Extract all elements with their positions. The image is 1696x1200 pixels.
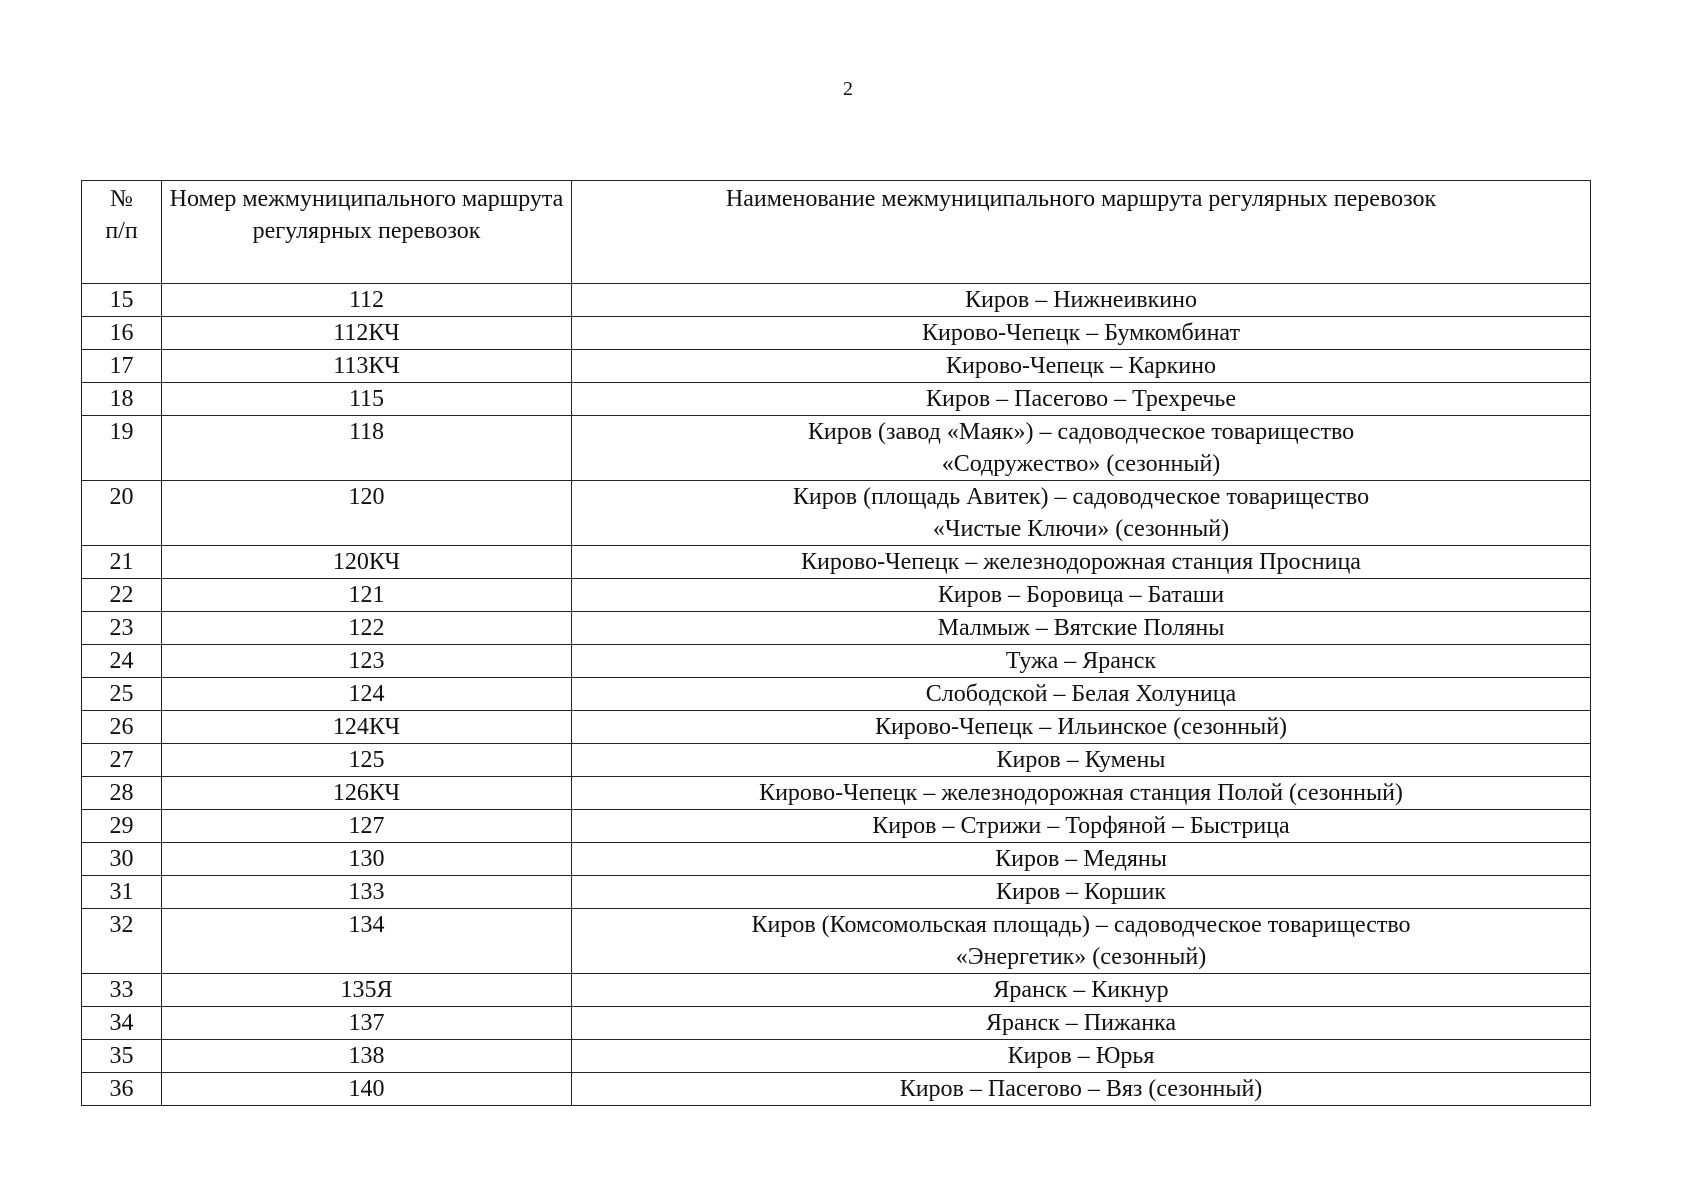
row-number-cell: 30 — [82, 843, 162, 876]
table-row — [82, 284, 1591, 317]
table-row — [82, 481, 1591, 546]
header-route-name-label: Наименование межмуниципального маршрута регулярных перевозок — [725, 186, 1437, 212]
table-row — [82, 810, 1591, 843]
row-number-cell: 29 — [82, 810, 162, 843]
row-number-cell: 19 — [82, 416, 162, 481]
route-name-cell: Киров – Пасегово – Трехречье — [572, 383, 1591, 416]
route-number-cell: 124КЧ — [162, 711, 572, 744]
table-row — [82, 416, 1591, 481]
header-route-name — [572, 181, 1591, 284]
route-name-cell: Яранск – Пижанка — [572, 1007, 1591, 1040]
table-row — [82, 1040, 1591, 1073]
route-number-cell: 135Я — [162, 974, 572, 1007]
route-number-cell: 120 — [162, 481, 572, 546]
routes-table — [81, 180, 1591, 1106]
route-number-cell: 134 — [162, 909, 572, 974]
row-number-cell: 15 — [82, 284, 162, 317]
route-number-cell: 118 — [162, 416, 572, 481]
route-name-cell: Киров – Нижнеивкино — [572, 284, 1591, 317]
table-row — [82, 876, 1591, 909]
row-number-cell: 23 — [82, 612, 162, 645]
header-route-number-label: Номер межмуниципального маршрута регулярных перевозок — [169, 186, 564, 244]
table-row — [82, 711, 1591, 744]
table-row — [82, 612, 1591, 645]
table-row — [82, 1007, 1591, 1040]
route-name-cell: Киров – Юрья — [572, 1040, 1591, 1073]
route-number-cell: 113КЧ — [162, 350, 572, 383]
route-name-cell: Киров – Стрижи – Торфяной – Быстрица — [572, 810, 1591, 843]
route-number-cell: 126КЧ — [162, 777, 572, 810]
route-number-cell: 138 — [162, 1040, 572, 1073]
route-number-cell: 133 — [162, 876, 572, 909]
row-number-cell: 17 — [82, 350, 162, 383]
route-name-cell: Кирово-Чепецк – Бумкомбинат — [572, 317, 1591, 350]
table-row — [82, 974, 1591, 1007]
row-number-cell: 22 — [82, 579, 162, 612]
route-number-cell: 125 — [162, 744, 572, 777]
table-row — [82, 350, 1591, 383]
table-row — [82, 317, 1591, 350]
table-row — [82, 645, 1591, 678]
row-number-cell: 26 — [82, 711, 162, 744]
route-number-cell: 112КЧ — [162, 317, 572, 350]
route-number-cell: 112 — [162, 284, 572, 317]
route-name-cell: Киров – Пасегово – Вяз (сезонный) — [572, 1073, 1591, 1106]
route-name-cell: Кирово-Чепецк – железнодорожная станция Полой (сезонный) — [572, 777, 1591, 810]
route-number-cell: 120КЧ — [162, 546, 572, 579]
table-row — [82, 579, 1591, 612]
page-number: 2 — [843, 78, 853, 100]
route-number-cell: 121 — [162, 579, 572, 612]
header-row — [82, 181, 1591, 284]
row-number-cell: 20 — [82, 481, 162, 546]
table-body — [82, 284, 1591, 1106]
route-name-cell: Киров (завод «Маяк») – садоводческое товарищество «Содружество» (сезонный) — [572, 416, 1591, 481]
route-number-cell: 122 — [162, 612, 572, 645]
route-number-cell: 115 — [162, 383, 572, 416]
route-name-cell: Киров – Коршик — [572, 876, 1591, 909]
row-number-cell: 33 — [82, 974, 162, 1007]
table-row — [82, 678, 1591, 711]
route-name-cell: Киров (площадь Авитек) – садоводческое товарищество «Чистые Ключи» (сезонный) — [572, 481, 1591, 546]
row-number-cell: 34 — [82, 1007, 162, 1040]
row-number-cell: 25 — [82, 678, 162, 711]
route-number-cell: 130 — [162, 843, 572, 876]
route-name-cell: Киров – Боровица – Баташи — [572, 579, 1591, 612]
header-route-number — [162, 181, 572, 284]
route-name-cell: Яранск – Кикнур — [572, 974, 1591, 1007]
row-number-cell: 21 — [82, 546, 162, 579]
table-row — [82, 843, 1591, 876]
table-header — [82, 181, 1591, 284]
row-number-cell: 24 — [82, 645, 162, 678]
row-number-cell: 18 — [82, 383, 162, 416]
table-row — [82, 1073, 1591, 1106]
table-row — [82, 546, 1591, 579]
route-name-cell: Кирово-Чепецк – железнодорожная станция Просница — [572, 546, 1591, 579]
row-number-cell: 32 — [82, 909, 162, 974]
header-num-label: № п/п — [105, 186, 138, 244]
route-name-cell: Киров (Комсомольская площадь) – садоводческое товарищество «Энергетик» (сезонный) — [572, 909, 1591, 974]
route-name-cell: Кирово-Чепецк – Ильинское (сезонный) — [572, 711, 1591, 744]
route-name-cell: Киров – Медяны — [572, 843, 1591, 876]
route-number-cell: 124 — [162, 678, 572, 711]
row-number-cell: 16 — [82, 317, 162, 350]
route-name-cell: Тужа – Яранск — [572, 645, 1591, 678]
route-number-cell: 137 — [162, 1007, 572, 1040]
table-row — [82, 383, 1591, 416]
row-number-cell: 35 — [82, 1040, 162, 1073]
table-row — [82, 909, 1591, 974]
route-name-cell: Киров – Кумены — [572, 744, 1591, 777]
table-row — [82, 744, 1591, 777]
table-row — [82, 777, 1591, 810]
route-number-cell: 123 — [162, 645, 572, 678]
row-number-cell: 27 — [82, 744, 162, 777]
route-name-cell: Кирово-Чепецк – Каркино — [572, 350, 1591, 383]
row-number-cell: 36 — [82, 1073, 162, 1106]
route-number-cell: 140 — [162, 1073, 572, 1106]
header-num — [82, 181, 162, 284]
route-name-cell: Слободской – Белая Холуница — [572, 678, 1591, 711]
route-name-cell: Малмыж – Вятские Поляны — [572, 612, 1591, 645]
row-number-cell: 28 — [82, 777, 162, 810]
row-number-cell: 31 — [82, 876, 162, 909]
route-number-cell: 127 — [162, 810, 572, 843]
